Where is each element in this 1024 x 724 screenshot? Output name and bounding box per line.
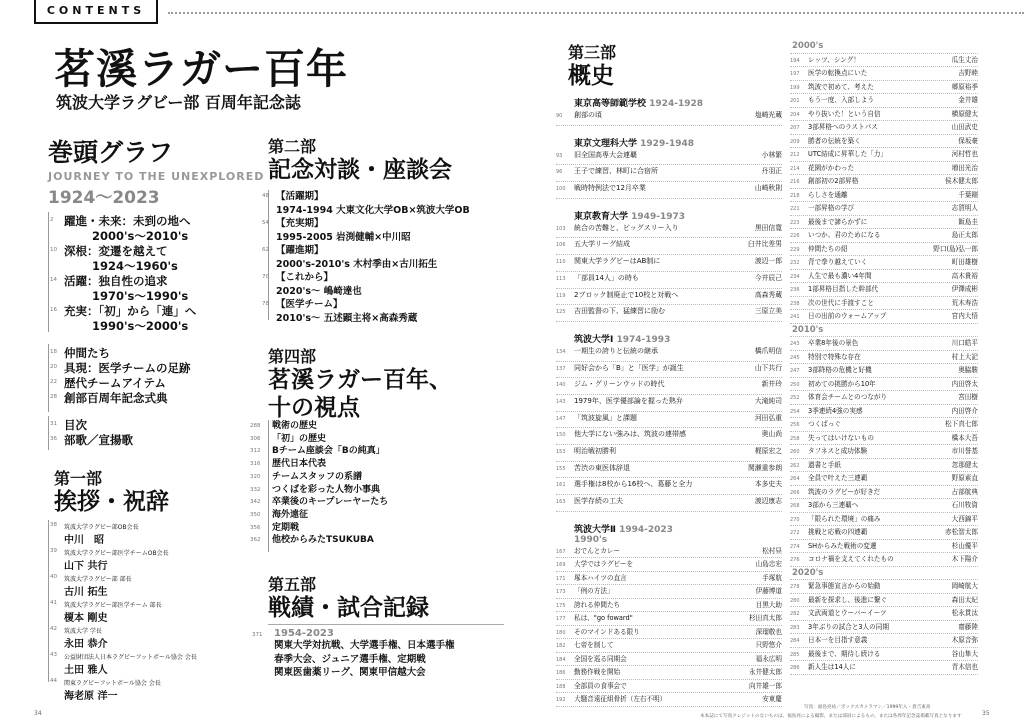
list-item[interactable]: 226 いつか、君のためになる 島正太郎 [790,229,978,243]
part1-heading: 第一部 挨拶・祝辞 [54,469,169,515]
part5-rule [268,624,504,625]
list-item[interactable]: 229 仲間たちの紹 野口(島)弘一郎 [790,243,978,257]
list-item[interactable]: 28 創部百周年記念式典 [50,391,168,405]
list-item[interactable]: 169 大学ではラグビーを 山島忠宏 [556,558,782,572]
list-item[interactable]: 31 目次 [50,418,87,432]
list-item[interactable]: 260 タフネスと成功体験 市川誉基 [790,445,978,459]
history-group: 筑波大学Ⅰ 1974-1993 134 一期生の誇りと伝統の継承 橋爪明信 137 同好会から「B」と「医学」が誕生 山下共行 140 ジム・グリーンウッドの時代 新井玲 143 1979年、医学優部論を握った熱弁 大滝純司 147 「筑波旋風」と課題 河田弘重 150 他大学にない強みは、筑波の連帯感 奥山尚 153 明治戦初勝利 梶原宏之 155 苦渋の東医体辞退 関瀬重参朗 161 選手権は8校から16校へ、葛藤と全力 本多史夫 163 医学存続の工夫 渡辺康志 [556,332,782,512]
list-item[interactable]: 1995-2005 岩渕健輔×中川昭 [276,231,411,243]
list-item[interactable]: 16 充実：「初」から「連」へ 1990's～2000's [50,304,197,333]
list-item[interactable]: 266 筑波のラグビーが好きだ 占部航典 [790,486,978,500]
part1-rule [48,520,49,682]
header-dotted-rule [168,12,1024,14]
list-item[interactable]: 204 やり抜いた！という自信 横原健太 [790,108,978,122]
list-item[interactable]: 218 らしさを通離 千葉剛 [790,189,978,203]
list-item[interactable]: 113 「部員14人」の時も 今井辰己 [556,272,782,289]
list-item[interactable]: 288 戦術の歴史 [250,421,318,431]
page-number-left: 34 [34,710,42,717]
list-item[interactable]: 44 関東ラグビーフットボール協会 会長 海老原 洋一 [50,678,161,702]
list-item[interactable]: 197 医学の転換点にいた 吉野睦 [790,67,978,81]
list-item[interactable]: 312 Bチーム座談会「Bの純真」 [250,446,385,457]
history-group: 東京文理科大学 1929-1948 93 旧全国高専大会連覇 小林繁 96 王子で練習、林町に合宿所 丹羽正 100 戦時特例法で12月卒業 山崎秋則 [556,136,782,199]
list-item[interactable]: 171 塚本ハイツの直言 手塚航 [556,572,782,586]
list-item[interactable]: 250 初めての挑勝から10年 内田啓太 [790,378,978,392]
graph-title: 巻頭グラフ [48,138,174,167]
list-item[interactable]: 212 UTC結成に昇華した「力」 河村哲也 [790,148,978,162]
list-item[interactable]: 199 筑波で初めて、考えた 郷原裕季 [790,81,978,95]
list-item[interactable]: 119 2ブロック制廃止で10校と対戦へ 高森秀蔵 [556,289,782,306]
photo-credit: 写真：福島亮祐／ボックスカメラマン／1999年入・倉吉東高 [804,705,931,710]
photo-note: 本本誌にて写真クレジットのないものは、福島亮による撮影、または部員によるもの、または各周年記念誌掲載写真となります [700,714,962,719]
list-item[interactable]: 125 吉田監督の下、猛練習に励む 三原立美 [556,305,782,322]
list-item[interactable]: 40 筑波大学ラグビー部 部長 古川 拓生 [50,574,132,598]
list-item[interactable]: 161 選手権は8校から16校へ、葛藤と全力 本多史夫 [556,478,782,495]
list-item[interactable]: 232 背で拳り越えていく 町田雄樹 [790,256,978,270]
list-item[interactable]: 175 誇れる仲間たち 目黒大助 [556,599,782,613]
list-item[interactable]: 18 仲間たち [50,346,110,360]
list-item[interactable]: 188 全部員の食事会で 向井雄一郎 [556,680,782,694]
list-item[interactable]: 201 もう一度、入部しよう 金井雄 [790,94,978,108]
list-item[interactable]: 316 歴代日本代表 [250,459,327,470]
list-item[interactable]: 186 勤務作戦を開始 永井健太郎 [556,666,782,680]
part2-list [262,190,502,325]
graph-english-subtitle: JOURNEY TO THE UNEXPLORED [48,170,265,183]
list-item[interactable]: 264 全員で叶えた三連覇 野原素直 [790,472,978,486]
list-item[interactable]: 207 3部昇格へのラストパス 山田武史 [790,121,978,135]
list-item[interactable]: 274 SHからみた戦術の変遷 杉山優平 [790,540,978,554]
graph-rule-3 [48,416,49,450]
part5-list[interactable]: 371 1954-2023 関東大学対抗戦、大学選手権、日本選手権 春季大会、ジュニア選手権、定期戦 関東医歯薬リーグ、関東甲信越大会 [252,628,455,678]
list-item[interactable]: 1974-1994 大東文化大学OB×筑波大学OB [276,204,470,216]
list-item[interactable]: 153 明治戦初勝利 梶原宏之 [556,445,782,462]
list-item[interactable]: 268 3部から三連覇へ 石川牧資 [790,499,978,513]
list-item[interactable]: 350 海外遠征 [250,509,309,520]
list-item[interactable]: 10 深根：変遷を越えて 1924～1960's [50,244,178,273]
book-subtitle: 筑波大学ラグビー部 百周年記念誌 [56,93,301,112]
list-item[interactable]: 184 全国を巡る同期会 福永広明 [556,653,782,667]
list-item[interactable]: 173 「例の方法」 伊藤博道 [556,585,782,599]
graph-list [50,214,250,334]
part2-heading: 第二部 記念対談・座談会 [268,137,452,183]
graph-list-2 [50,346,250,406]
list-item[interactable]: 150 他大学にない強みは、筑波の連帯感 奥山尚 [556,428,782,445]
list-item[interactable]: 36 部歌／宣揚歌 [50,433,133,447]
list-item[interactable]: 78 【医学チーム】 [262,299,343,310]
list-item[interactable]: 143 1979年、医学優部論を握った熱弁 大滝純司 [556,395,782,412]
list-item[interactable]: 216 創部初の2部昇格 侯木健太郎 [790,175,978,189]
era-heading: 2010's [790,324,978,338]
list-item[interactable]: 62 【躍進期】 [262,245,324,256]
list-item[interactable]: 234 人生で最も濃い4年間 高木貴裕 [790,270,978,284]
list-item[interactable]: 2000's-2010's 木村季由×古川拓生 [276,258,438,270]
list-item[interactable]: 209 勝者の伝統を築く 保坂豪 [790,135,978,149]
graph-years: 1924～2023 [48,188,160,208]
list-item[interactable]: 134 一期生の誇りと伝統の継承 橋爪明信 [556,345,782,362]
list-item[interactable]: 43 公益財団法人日本ラグビーフットボール協会 会長 土田 雅人 [50,652,197,676]
list-item[interactable]: 238 次の世代に手渡すこと 荒木寿浩 [790,297,978,311]
list-item[interactable]: 256 つくばっぐ 松下真七郎 [790,418,978,432]
list-item[interactable]: 167 おでんとカレー 松村昼 [556,545,782,559]
list-item[interactable]: 286 新人生は14人に 青木信也 [790,661,978,675]
list-item[interactable]: 262 遺書と手紙 忽那健太 [790,459,978,473]
list-item[interactable]: 100 戦時特例法で12月卒業 山崎秋則 [556,182,782,199]
header-bar [0,0,1024,30]
list-item[interactable]: 182 七帝を制して 只野悠介 [556,639,782,653]
graph-rule-2 [48,344,49,412]
list-item[interactable]: 223 最後まで諦らかずに 飯島圭 [790,216,978,230]
part4-heading: 第四部 茗溪ラガー百年、 十の視点 [268,347,452,421]
list-item[interactable]: 155 苦渋の東医体辞退 関瀬重参朗 [556,462,782,479]
list-item[interactable]: 180 そのマインドある限り 深瑠敬也 [556,626,782,640]
list-item[interactable]: 214 花園がかわった 増田光治 [790,162,978,176]
list-item[interactable]: 93 旧全国高専大会連覇 小林繁 [556,149,782,166]
list-item[interactable]: 90 創部の頃 塩崎光蔵 [556,109,782,126]
list-item[interactable]: 96 王子で練習、林町に合宿所 丹羽正 [556,165,782,182]
list-item[interactable]: 103 統合の苦難と、ビッグスリー入り 黒田信寛 [556,222,782,239]
list-item[interactable]: 20 具現：医学チームの足跡 [50,361,191,375]
history-group: 筑波大学Ⅱ 1994-2023 1990's 167 おでんとカレー 松村昼 169 大学ではラグビーを 山島忠宏 171 塚本ハイツの直言 手塚航 173 「例の方法」 伊藤博道 175 誇れる仲間たち 目黒大助 177 私は、"go foward" 杉田真太郎 180 そのマインドある限り 深瑠敬也 182 七帝を制して 只野悠介 184 全国を巡る同期会 福永広明 186 勤務作戦を開始 永井健太郎 188 全部員の食事会で 向井雄一郎 192 大騒音遠征組骨折（左右不明） 安東慶 [556,522,782,707]
list-item[interactable]: 38 筑波大学ラグビー部OB会長 中川 昭 [50,522,139,546]
list-item[interactable]: 2020's～ 嶋崎達也 [276,285,362,297]
list-item[interactable]: 2 躍進・未来：未到の地へ 2000's～2010's [50,214,191,243]
list-item[interactable]: 243 卒業8年後の景色 川口皓平 [790,337,978,351]
list-item[interactable]: 252 体育会チームとのつながり 宮田樹 [790,391,978,405]
part1-list [50,522,260,704]
list-item[interactable]: 2010's～ 五述顕主将×高森秀蔵 [276,312,418,324]
list-item[interactable]: 54 【充実期】 [262,218,324,229]
list-item[interactable]: 137 同好会から「B」と「医学」が誕生 山下共行 [556,362,782,379]
graph-section [48,138,265,208]
list-item[interactable]: 245 特別で特殊な存在 村上大記 [790,351,978,365]
history-group: 東京高等師範学校 1924-1928 90 創部の頃 塩崎光蔵 [556,96,782,126]
list-item[interactable]: 254 3季連続4強の実感 内田啓介 [790,405,978,419]
list-item[interactable]: 342 卒業後のキープレーヤーたち [250,497,389,508]
list-item[interactable]: 241 日の出前のウォームアップ 宮内大悟 [790,310,978,324]
list-item[interactable]: 221 一部昇格の学び 志賀明人 [790,202,978,216]
list-item[interactable]: 110 関東大学ラグビーはAB制に 渡辺一郎 [556,255,782,272]
list-item[interactable]: 41 筑波大学ラグビー部医学チーム 部長 榎本 剛史 [50,600,162,624]
list-item[interactable]: 194 レッツ、シング！ 瓜生丈治 [790,54,978,68]
list-item[interactable]: 285 最後まで、期待し続ける 谷山隼大 [790,648,978,662]
list-item[interactable]: 306 「初」の歴史 [250,433,327,444]
list-item[interactable]: 48 【活躍期】 [262,191,324,202]
list-item[interactable]: 320 チームスタッフの系譜 [250,471,363,482]
list-item[interactable]: 272 挑戦と応戦の四連覇 赤松智太郎 [790,526,978,540]
history-group: 東京教育大学 1949-1973 103 統合の苦難と、ビッグスリー入り 黒田信寛 106 五大学リーグ結成 臼井比差男 110 関東大学ラグビーはAB制に 渡辺一郎 113 「部員14人」の時も 今井辰己 119 2ブロック制廃止で10校と対戦へ 高森秀蔵 125 吉田監督の下、猛練習に励む 三原立美 [556,209,782,322]
part4-list [250,420,490,547]
list-item[interactable]: 258 失ってはいけないもの 橋本大吾 [790,432,978,446]
part5-heading: 第五部 戦績・試合記録 [268,575,429,621]
era-heading: 2000's [790,40,978,54]
list-item[interactable]: 192 大騒音遠征組骨折（左右不明） 安東慶 [556,693,782,707]
list-item[interactable]: 70 【これから】 [262,272,334,283]
list-item[interactable]: 42 筑波大学 学長 永田 恭介 [50,626,108,650]
list-item[interactable]: 280 最新を探求し、後進に繋ぐ 森田太紀 [790,594,978,608]
list-item[interactable]: 270 「限られた環境」の痛み 大西錦平 [790,513,978,527]
list-item[interactable]: 356 定期戦 [250,522,300,533]
list-item[interactable]: 39 筑波大学ラグビー部医学チームOB会長 山下 共行 [50,548,169,572]
book-title: 茗溪ラガー百年 [54,45,348,93]
list-item[interactable]: 276 コロナ禍を支えてくれたもの 木下陽介 [790,553,978,567]
list-item[interactable]: 22 歴代チームアイテム [50,376,166,390]
list-item[interactable]: 362 他校からみたTSUKUBA [250,535,374,546]
history-list-continued [790,40,978,675]
list-item[interactable]: 247 3部降格の危機と好機 奥脇駿 [790,364,978,378]
list-item[interactable]: 163 医学存続の工夫 渡辺康志 [556,495,782,512]
contents-tag: CONTENTS [34,0,158,24]
page-number-right: 35 [982,710,990,717]
list-item[interactable]: 14 活躍：独自性の追求 1970's～1990's [50,274,189,303]
list-item[interactable]: 106 五大学リーグ結成 臼井比差男 [556,238,782,255]
list-item[interactable]: 140 ジム・グリーンウッドの時代 新井玲 [556,378,782,395]
list-item[interactable]: 332 つくばを彩った人物小事典 [250,484,381,495]
era-heading: 2020's [790,567,978,581]
list-item[interactable]: 147 「筑波旋風」と課題 河田弘重 [556,412,782,429]
history-list [556,96,782,707]
list-item[interactable]: 278 緊急事態宣言からの始動 岡崎航大 [790,580,978,594]
list-item[interactable]: 283 3年ぶりの試合と3人の同期 齋藤陸 [790,621,978,635]
graph-list-3 [50,418,250,448]
list-item[interactable]: 282 文武両道とウーバーイーツ 松永貫汰 [790,607,978,621]
part3-heading: 第三部 概史 [568,43,617,89]
graph-rule [48,212,49,332]
list-item[interactable]: 236 1部昇格目指した幹部代 伊澤成彬 [790,283,978,297]
list-item[interactable]: 284 日本一を目指す意義 木原音弥 [790,634,978,648]
list-item[interactable]: 177 私は、"go foward" 杉田真太郎 [556,612,782,626]
